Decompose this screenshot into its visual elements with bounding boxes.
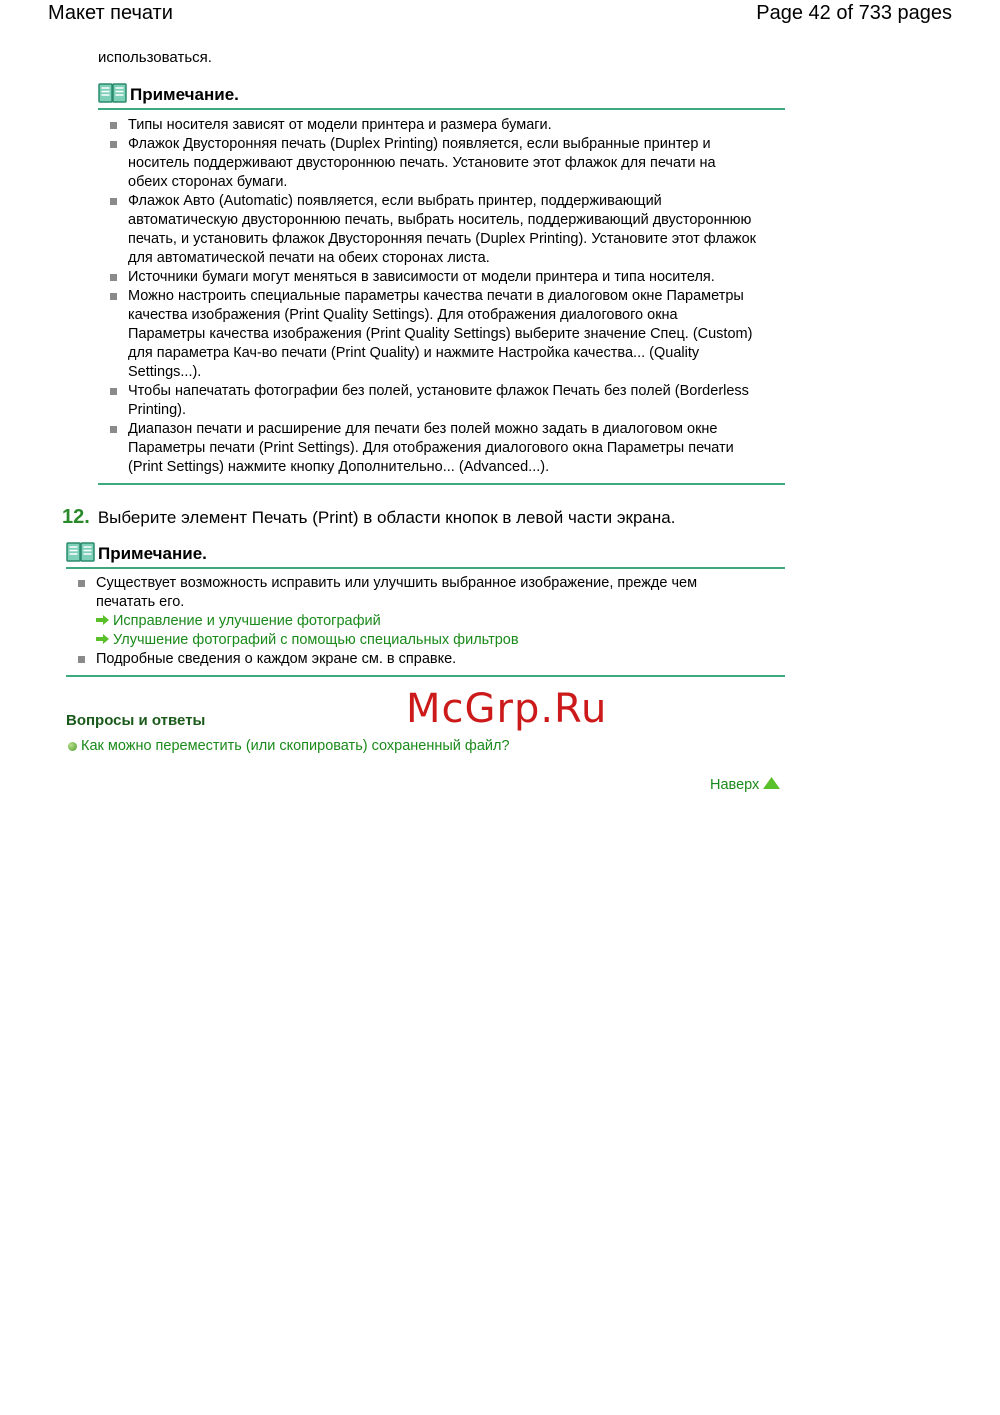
note-list-1	[98, 116, 758, 477]
list-item: Можно настроить специальные параметры качества печати в диалоговом окне Параметры качества изображения (Print Quality Settings). Для отображения диалогового окна Параметры качества изображения (Print Quality Settings) выберите значение Спец. (Custom) для параметра Кач-во печати (Print Quality) и нажмите Настройка качества... (Quality Settings...).	[98, 287, 758, 382]
note-rule-bottom-1	[98, 483, 785, 485]
list-item: Источники бумаги могут меняться в зависимости от модели принтера и типа носителя.	[98, 268, 758, 287]
bullet-square-icon	[110, 274, 117, 281]
qa-link-move-copy-file[interactable]: Как можно переместить (или скопировать) сохраненный файл?	[81, 738, 510, 754]
bullet-square-icon	[78, 656, 85, 663]
qa-link-row	[68, 738, 510, 754]
step-12	[62, 506, 675, 529]
arrow-right-icon	[96, 612, 110, 631]
list-item: Типы носителя зависят от модели принтера и размера бумаги.	[98, 116, 758, 135]
note-block-2	[66, 541, 785, 677]
bullet-square-icon	[110, 141, 117, 148]
step-text: Выберите элемент Печать (Print) в области кнопок в левой части экрана.	[97, 508, 676, 527]
back-to-top-label: Наверх	[710, 777, 760, 793]
list-item: Флажок Двусторонняя печать (Duplex Printing) появляется, если выбранные принтер и носитель поддерживают двустороннюю печать. Установите этот флажок для печати на обеих сторонах бумаги.	[98, 135, 758, 192]
intro-text: использоваться.	[98, 49, 212, 66]
list-item: Подробные сведения о каждом экране см. в справке.	[66, 650, 726, 669]
note-rule-top-2	[66, 567, 785, 569]
bullet-square-icon	[78, 580, 85, 587]
list-item: Существует возможность исправить или улучшить выбранное изображение, прежде чем печатать его. Исправление и улучшение фотографий Улучшение фотографий с помощью специальных фильтров	[66, 574, 726, 650]
book-icon	[66, 541, 95, 568]
watermark: McGrp.Ru	[406, 686, 608, 732]
list-item: Флажок Авто (Automatic) появляется, если выбрать принтер, поддерживающий автоматическую двустороннюю печать, выбрать носитель, поддерживающий двустороннюю печать, и установить флажок Двусторонняя печать (Duplex Printing). Установите этот флажок для автоматической печати на обеих сторонах листа.	[98, 192, 758, 268]
bullet-square-icon	[110, 122, 117, 129]
back-to-top-link[interactable]	[710, 777, 780, 793]
bullet-square-icon	[110, 198, 117, 205]
note-block-1	[98, 82, 785, 485]
bullet-dot-icon	[68, 742, 77, 751]
bullet-square-icon	[110, 293, 117, 300]
note-header-2	[66, 541, 785, 567]
list-item: Диапазон печати и расширение для печати без полей можно задать в диалоговом окне Параметры печати (Print Settings). Для отображения диалогового окна Параметры печати (Print Settings) нажмите кнопку Дополнительно... (Advanced...).	[98, 420, 758, 477]
note-rule-top-1	[98, 108, 785, 110]
book-icon	[98, 82, 127, 109]
qa-title: Вопросы и ответы	[66, 712, 206, 729]
note-title-2: Примечание.	[98, 544, 207, 563]
note-list-2	[66, 574, 726, 669]
page-number: Page 42 of 733 pages	[756, 2, 952, 24]
note-header-1	[98, 82, 785, 108]
page-header-title: Макет печати	[48, 2, 173, 24]
bullet-square-icon	[110, 426, 117, 433]
step-number: 12.	[62, 506, 90, 528]
list-item: Чтобы напечатать фотографии без полей, установите флажок Печать без полей (Borderless Printing).	[98, 382, 758, 420]
bullet-square-icon	[110, 388, 117, 395]
arrow-right-icon	[96, 631, 110, 650]
note-title-1: Примечание.	[130, 85, 239, 104]
triangle-up-icon	[763, 777, 780, 793]
link-fix-enhance-photos[interactable]: Исправление и улучшение фотографий	[96, 612, 726, 631]
link-enhance-with-filters[interactable]: Улучшение фотографий с помощью специальных фильтров	[96, 631, 726, 650]
note-rule-bottom-2	[66, 675, 785, 677]
